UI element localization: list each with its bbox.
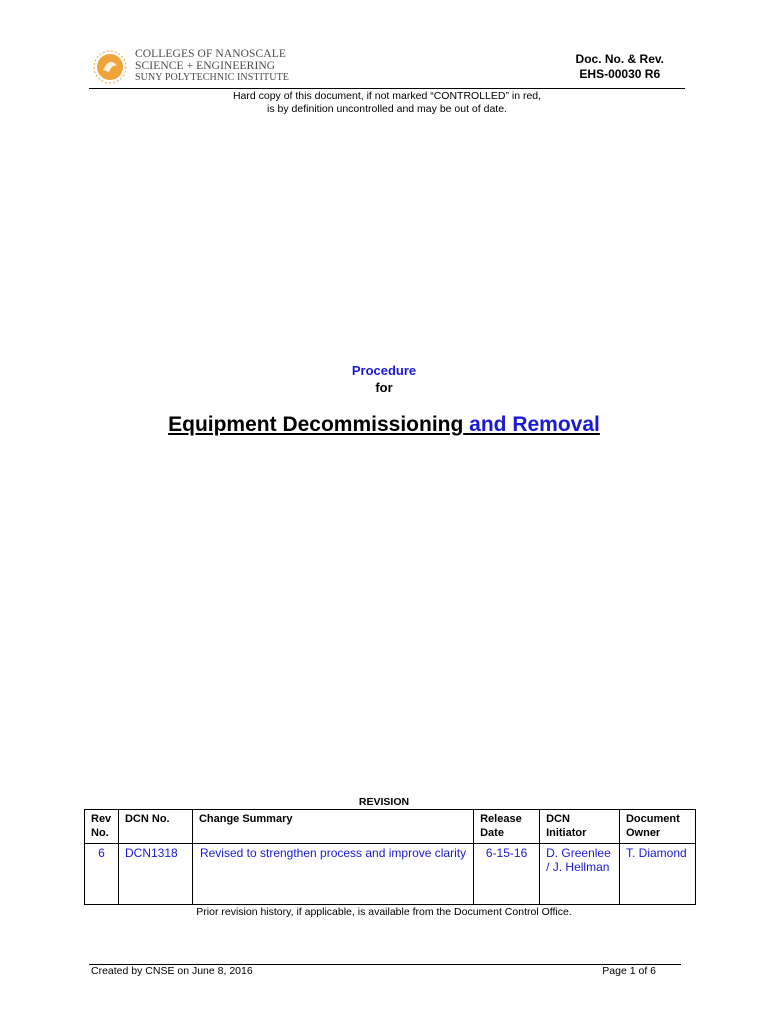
procedure-label: Procedure xyxy=(351,363,417,378)
cell-rev: 6 xyxy=(85,844,119,905)
col-dcn: DCN No. xyxy=(118,810,192,844)
cell-dcn: DCN1318 xyxy=(118,844,192,905)
title-blue: and Removal xyxy=(469,413,600,436)
cnse-logo xyxy=(93,46,293,86)
disclaimer-line-2: is by definition uncontrolled and may be out of date. xyxy=(267,103,507,115)
document-title xyxy=(0,413,768,437)
doc-label: Doc. No. & Rev. xyxy=(575,52,664,66)
revision-table-header xyxy=(85,810,696,844)
footer-created: Created by CNSE on June 8, 2016 xyxy=(91,965,253,977)
cell-summary: Revised to strengthen process and improve clarity xyxy=(192,844,473,905)
footer-page-number: Page 1 of 6 xyxy=(602,965,656,977)
cell-date: 6-15-16 xyxy=(474,844,540,905)
uncontrolled-copy-disclaimer xyxy=(89,90,685,116)
logo-line-2: SCIENCE + ENGINEERING xyxy=(135,59,276,72)
col-owner: Document Owner xyxy=(619,810,695,844)
prior-revision-note: Prior revision history, if applicable, is available from the Document Control Office. xyxy=(196,906,572,918)
revision-table xyxy=(84,809,696,905)
cell-initiator: D. Greenlee / J. Hellman xyxy=(540,844,620,905)
sun-emblem-icon xyxy=(93,50,129,84)
col-date: Release Date xyxy=(474,810,540,844)
col-rev: Rev No. xyxy=(85,810,119,844)
title-main: Equipment Decommissioning xyxy=(168,413,464,436)
col-summary: Change Summary xyxy=(192,810,473,844)
document-number-block xyxy=(576,52,664,82)
cell-owner: T. Diamond xyxy=(619,844,695,905)
revision-heading: REVISION xyxy=(358,796,410,808)
table-row xyxy=(85,844,696,905)
col-initiator: DCN Initiator xyxy=(540,810,620,844)
logo-line-1: COLLEGES OF NANOSCALE xyxy=(135,48,286,60)
doc-number: EHS-00030 R6 xyxy=(579,67,661,81)
logo-line-3: SUNY POLYTECHNIC INSTITUTE xyxy=(135,72,289,83)
disclaimer-line-1: Hard copy of this document, if not marked “CONTROLLED” in red, xyxy=(232,90,542,102)
header-divider xyxy=(89,88,685,89)
for-label: for xyxy=(375,380,393,395)
